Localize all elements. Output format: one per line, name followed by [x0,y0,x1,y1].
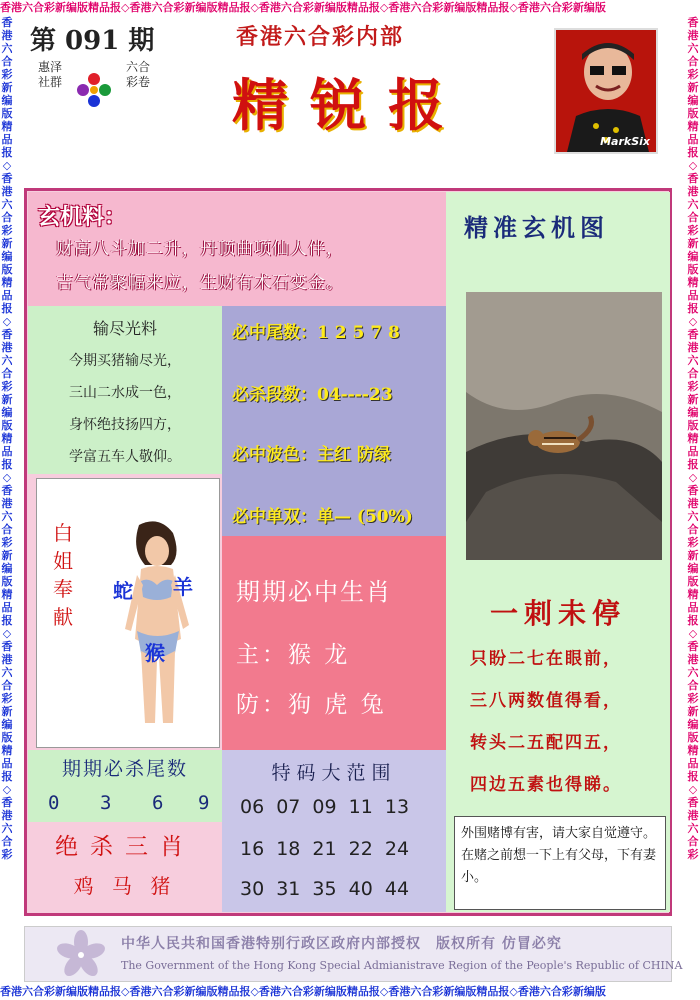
girl-caption-char: 奉 [53,577,73,601]
tail-kill-number: 3 [100,792,112,814]
special-range-row: 06 07 09 11 13 [240,796,410,818]
footer-english-text: The Government of the Hong Kong Special Admianistrave Region of the People's Republic of CHINA [121,959,683,972]
tail-kill-title: 期期必杀尾数 [61,758,188,780]
tail-kill-number: 6 [152,792,164,814]
footer-banner [24,926,683,982]
zodiac-block [222,536,446,750]
girl-caption-char: 姐 [53,549,73,573]
tail-kill-block [28,750,222,822]
bottom-border-text: 香港六合彩新编版精品报◇香港六合彩新编版精品报◇香港六合彩新编版精品报◇香港六合彩新编版精品报◇香港六合彩新编版 [0,985,606,998]
chipmunk-on-rock-icon [466,292,662,560]
seal-right-text: 六合彩卷 [126,60,151,89]
tail-kill-number: 0 [48,792,60,814]
zodiac-main: 主：猴 龙 [236,642,351,668]
prediction-kill-range: 必杀段数：04----23 [232,385,393,405]
predictions-block [222,306,446,536]
footer-chinese-text: 中华人民共和国香港特别行政区政府内部授权 版权所有 仿冒必究 [121,936,562,952]
left-border-strip [0,16,14,984]
chipmunk-photo [466,292,662,560]
right-poem-line: 只盼二七在眼前， [470,649,622,669]
top-border-text: 香港六合彩新编版精品报◇香港六合彩新编版精品报◇香港六合彩新编版精品报◇香港六合彩新编版精品报◇香港六合彩新编版 [0,1,606,14]
xuanji-line: 财高八斗加二升，丹顶曲项仙人伴， [56,239,344,259]
girl-caption-char: 白 [53,521,73,545]
girl-caption [51,519,75,631]
seal-left-text: 惠泽社群 [38,60,63,89]
newspaper-subtitle: 香港六合彩内部 [236,24,405,50]
bikini-figure-icon [101,519,211,729]
left-border-text: 香港六合彩新编版精品报◇香港六合彩新编版精品报◇香港六合彩新编版精品报◇香港六合彩新编版精品报◇香港六合彩新编版精品报◇香港六合彩 [1,16,13,861]
right-panel [446,192,670,912]
right-border-text: 香港六合彩新编版精品报◇香港六合彩新编版精品报◇香港六合彩新编版精品报◇香港六合彩新编版精品报◇香港六合彩新编版精品报◇香港六合彩 [687,16,699,861]
mascot-portrait [554,28,658,154]
kill-three-title: 绝杀三肖 [55,834,195,860]
prediction-color: 必中波色：主红 防绿 [232,445,391,465]
marksix-label: MarkSix [600,135,650,148]
xuanji-block [28,192,446,306]
special-range-row: 30 31 35 40 44 [240,878,410,900]
bottom-border-strip [0,984,700,1000]
special-range-title: 特码大范围 [271,762,397,784]
prediction-odd-even: 必中单双：单— (50%) [232,507,413,527]
zodiac-word: 蛇 [113,579,133,603]
loss-poem-line: 三山二水成一色， [69,385,181,401]
right-poem-line: 三八两数值得看， [470,691,622,711]
issue-number: 第 091 期 [30,26,155,56]
gambling-warning: 外围赌博有害，请大家自觉遵守。在赌之前想一下上有父母，下有妻小。 [454,816,666,910]
zodiac-title: 期期必中生肖 [236,578,392,606]
right-poem-line: 四边五素也得睇。 [470,775,622,795]
zodiac-word: 羊 [173,575,193,599]
special-range-row: 16 18 21 22 24 [240,838,410,860]
right-poem-line: 转头二五配四五， [470,733,622,753]
loss-poem-title: 输尽光料 [92,319,157,338]
loss-poem-line: 学富五车人敬仰。 [69,449,181,465]
xuanji-title: 玄机料： [38,204,127,230]
right-border-strip [686,16,700,984]
zodiac-guard: 防：狗 虎 兔 [236,692,387,718]
pause-title: 一刺未停 [489,597,626,630]
bauhinia-flower-icon [55,929,107,981]
group-seal [32,56,162,126]
loss-poem-block [28,306,222,474]
tail-kill-number: 9 [198,792,210,814]
special-range-block [222,750,446,912]
prediction-tail-numbers: 必中尾数：1 2 5 7 8 [232,323,400,343]
zodiac-word: 猴 [145,641,165,665]
right-panel-title: 精准玄机图 [464,213,609,242]
girl-picture-frame [36,478,220,748]
girl-panel [28,474,222,750]
girl-caption-char: 献 [53,605,73,629]
kill-three-animals: 鸡 马 猪 [73,874,177,898]
xuanji-line: 吉气常聚幅来应，生财有术石变金。 [56,273,344,293]
newspaper-title: 精锐报 [232,73,466,139]
loss-poem-line: 今期买猪输尽光， [69,353,181,369]
loss-poem-line: 身怀绝技扬四方， [69,417,181,433]
top-border-strip [0,0,700,16]
kill-three-block [28,822,222,912]
lottery-balls-icon [74,70,114,110]
